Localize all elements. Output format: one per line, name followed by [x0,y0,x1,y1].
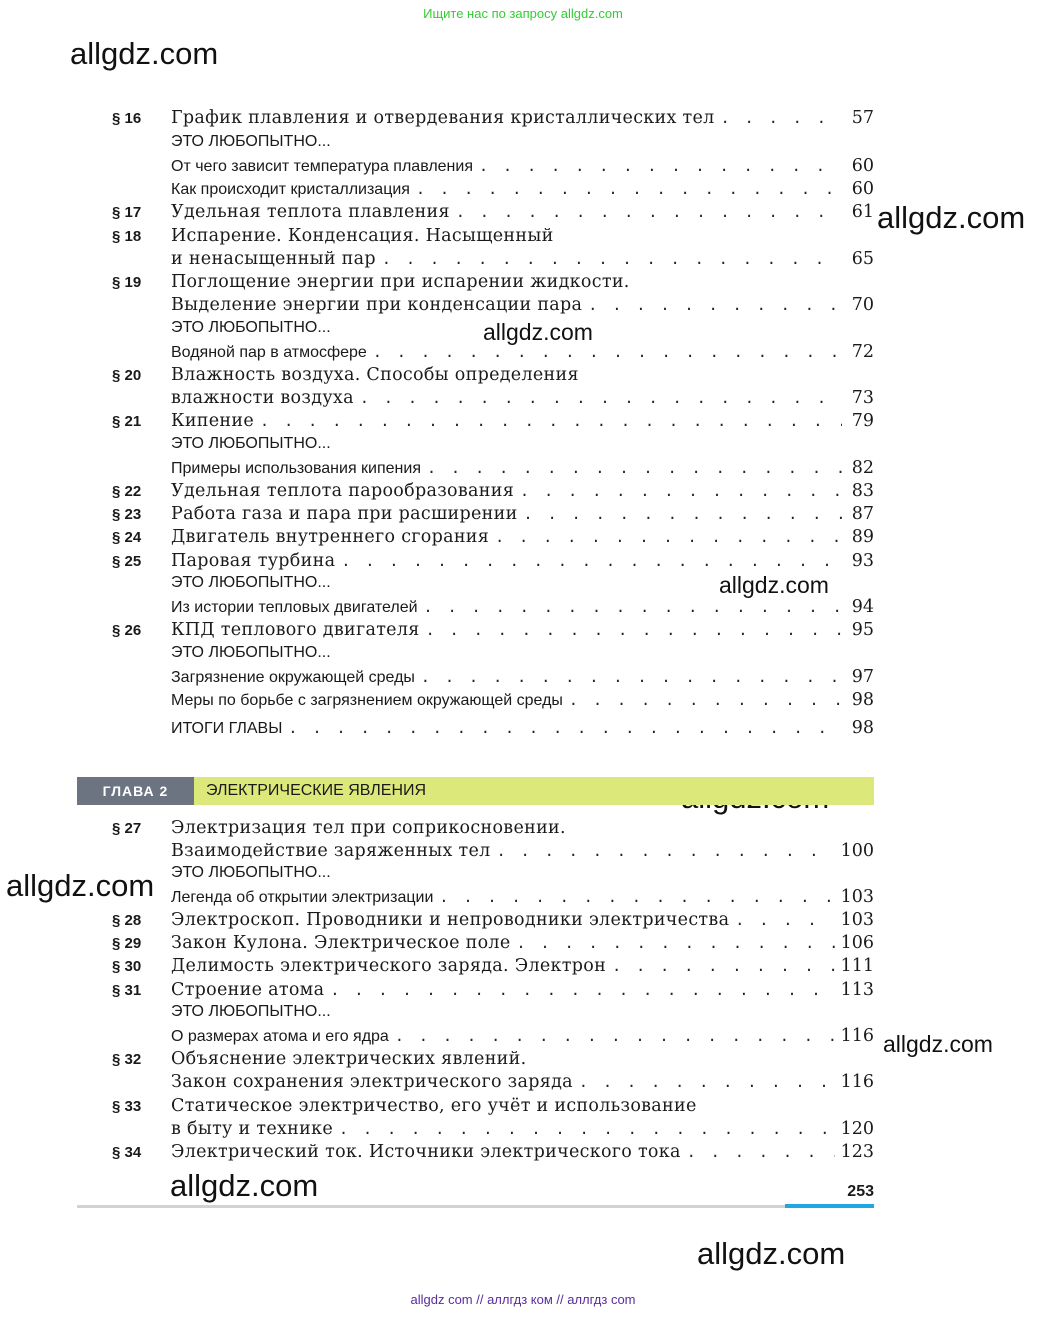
toc-entry [112,956,874,979]
entry-title: Закон сохранения электрического заряда [171,1072,573,1092]
entry-page: 113 [840,980,874,1000]
toc-entry [112,295,874,318]
dot-leader [439,888,834,906]
toc-entry [112,980,874,1003]
toc-entry [112,864,874,887]
entry-page: 79 [851,411,874,431]
dot-leader [456,203,842,221]
entry-page: 100 [840,841,874,861]
toc-entry [112,319,874,342]
toc-entry [112,644,874,667]
section-number: § 19 [112,274,142,291]
toc-entry [112,133,874,156]
entry-title: ЭТО ЛЮБОПЫТНО... [171,435,331,452]
entry-title: Меры по борьбе с загрязнением окружающей среды [171,692,563,709]
dot-leader [260,412,842,430]
toc-entry [112,718,874,741]
chapter-number: ГЛАВА 2 [77,777,194,805]
entry-title: Паровая турбина [171,551,336,571]
entry-title: От чего зависит температура плавления [171,158,473,175]
entry-title: Строение атома [171,980,325,1000]
toc-entry [112,481,874,504]
dot-leader [424,598,842,616]
dot-leader [579,1073,835,1091]
dot-leader [524,505,842,523]
entry-page: 116 [840,1072,874,1092]
dot-leader [612,957,835,975]
toc-entry [112,411,874,434]
entry-page: 106 [840,933,874,953]
entry-page: 72 [851,342,874,362]
toc-entry [112,1119,874,1142]
watermark: allgdz.com [70,36,219,71]
dot-leader [382,250,842,268]
entry-title: Статическое электричество, его учёт и использование [171,1096,697,1116]
toc-entry [112,667,874,690]
page-number: 253 [847,1183,874,1200]
toc-entry [112,249,874,272]
dot-leader [426,621,842,639]
entry-page: 94 [851,597,874,617]
toc-entry [112,1072,874,1095]
entry-page: 93 [851,551,874,571]
entry-page: 65 [851,249,874,269]
toc-entry [112,1026,874,1049]
dot-leader [427,459,842,477]
entry-title: ЭТО ЛЮБОПЫТНО... [171,864,331,881]
watermark: allgdz.com [170,1168,319,1203]
section-number: § 22 [112,483,142,500]
toc-entry [112,597,874,620]
dot-leader [288,719,842,737]
entry-title: Взаимодействие заряженных тел [171,841,491,861]
toc-entry [112,272,874,295]
watermark: allgdz.com [877,200,1026,235]
entry-page: 103 [840,887,874,907]
toc-entry [112,156,874,179]
section-number: § 25 [112,553,142,570]
entry-title: ИТОГИ ГЛАВЫ [171,720,283,737]
section-number: § 34 [112,1144,142,1161]
section-number: § 28 [112,912,142,929]
dot-leader [517,934,835,952]
dot-leader [360,389,842,407]
toc-entry [112,1003,874,1026]
entry-title: Испарение. Конденсация. Насыщенный [171,226,554,246]
dot-leader [735,911,834,929]
entry-title: ЭТО ЛЮБОПЫТНО... [171,1003,331,1020]
entry-title: КПД теплового двигателя [171,620,420,640]
toc-entry [112,527,874,550]
entry-title: Как происходит кристаллизация [171,181,410,198]
dot-leader [721,109,842,127]
dot-leader [687,1143,835,1161]
watermark: allgdz.com [483,319,593,345]
section-number: § 33 [112,1098,142,1115]
entry-page: 98 [851,690,874,710]
entry-page: 103 [840,910,874,930]
footer-accent [785,1204,874,1208]
toc-entry [112,933,874,956]
entry-title: Выделение энергии при конденсации пара [171,295,583,315]
footer-note: allgdz com // аллгдз ком // аллгдз com [410,1292,636,1307]
toc-entry [112,1142,874,1165]
entry-page: 70 [851,295,874,315]
dot-leader [479,157,842,175]
dot-leader [421,668,842,686]
watermark: allgdz.com [6,868,155,903]
toc-entry [112,458,874,481]
entry-title: Объяснение электрических явлений. [171,1049,527,1069]
section-number: § 20 [112,367,142,384]
dot-leader [588,296,842,314]
entry-title: Водяной пар в атмосфере [171,344,367,361]
watermark: allgdz.com [697,1236,846,1271]
dot-leader [497,842,835,860]
toc-entry [112,818,874,841]
entry-page: 116 [840,1026,874,1046]
section-number: § 31 [112,982,142,999]
entry-title: влажности воздуха [171,388,354,408]
toc-entry [112,202,874,225]
section-number: § 18 [112,228,142,245]
entry-page: 87 [851,504,874,524]
toc-entry [112,574,874,597]
entry-title: О размерах атома и его ядра [171,1028,389,1045]
entry-page: 123 [840,1142,874,1162]
dot-leader [395,1027,835,1045]
entry-title: ЭТО ЛЮБОПЫТНО... [171,319,331,336]
section-number: § 17 [112,204,142,221]
entry-title: Поглощение энергии при испарении жидкости. [171,272,630,292]
section-number: § 32 [112,1051,142,1068]
section-number: § 27 [112,820,142,837]
entry-title: Электризация тел при соприкосновении. [171,818,566,838]
toc-entry [112,504,874,527]
toc-entry [112,342,874,365]
entry-title: Работа газа и пара при расширении [171,504,518,524]
toc-entry [112,1096,874,1119]
header-note: Ищите нас по запросу allgdz.com [423,6,623,21]
toc-entry [112,388,874,411]
entry-title: Делимость электрического заряда. Электрон [171,956,607,976]
entry-page: 82 [851,458,874,478]
toc-entry [112,551,874,574]
entry-title: Закон Кулона. Электрическое поле [171,933,511,953]
dot-leader [373,343,842,361]
entry-title: ЭТО ЛЮБОПЫТНО... [171,133,331,150]
toc-entry [112,690,874,713]
watermark: allgdz.com [883,1031,993,1057]
entry-title: Удельная теплота плавления [171,202,450,222]
entry-page: 60 [851,156,874,176]
dot-leader [569,691,842,709]
entry-title: Загрязнение окружающей среды [171,669,415,686]
entry-page: 98 [851,718,874,738]
entry-title: Влажность воздуха. Способы определения [171,365,579,385]
section-number: § 26 [112,622,142,639]
toc-entry [112,179,874,202]
entry-title: в быту и технике [171,1119,333,1139]
toc-entry [112,226,874,249]
section-number: § 29 [112,935,142,952]
toc-entry [112,620,874,643]
toc-entry [112,1049,874,1072]
entry-title: Примеры использования кипения [171,460,421,477]
entry-title: ЭТО ЛЮБОПЫТНО... [171,574,331,591]
dot-leader [339,1120,835,1138]
entry-title: Электроскоп. Проводники и непроводники электричества [171,910,730,930]
dot-leader [520,482,842,500]
entry-page: 120 [840,1119,874,1139]
entry-page: 57 [851,108,874,128]
toc-entry [112,108,874,131]
entry-page: 97 [851,667,874,687]
entry-title: Двигатель внутреннего сгорания [171,527,490,547]
entry-title: Легенда об открытии электризации [171,889,434,906]
section-number: § 24 [112,529,142,546]
dot-leader [495,528,842,546]
entry-page: 73 [851,388,874,408]
chapter-title: ЭЛЕКТРИЧЕСКИЕ ЯВЛЕНИЯ [194,777,874,805]
entry-title: ЭТО ЛЮБОПЫТНО... [171,644,331,661]
toc-entry [112,910,874,933]
section-number: § 21 [112,413,142,430]
footer-rule [77,1205,785,1208]
dot-leader [416,180,842,198]
entry-title: и ненасыщенный пар [171,249,376,269]
entry-title: Из истории тепловых двигателей [171,599,418,616]
section-number: § 30 [112,958,142,975]
entry-title: Кипение [171,411,255,431]
entry-page: 95 [851,620,874,640]
toc-entry [112,841,874,864]
entry-page: 61 [851,202,874,222]
toc-entry [112,435,874,458]
entry-page: 111 [840,956,874,976]
section-number: § 16 [112,110,142,127]
toc-entry [112,887,874,910]
dot-leader [341,552,842,570]
entry-page: 89 [851,527,874,547]
dot-leader [330,981,834,999]
chapter-header [77,777,874,805]
toc-entry [112,365,874,388]
entry-title: График плавления и отвердевания кристаллических тел [171,108,715,128]
watermark: allgdz.com [719,572,829,598]
entry-page: 83 [851,481,874,501]
entry-page: 60 [851,179,874,199]
section-number: § 23 [112,506,142,523]
entry-title: Удельная теплота парообразования [171,481,515,501]
entry-title: Электрический ток. Источники электрического тока [171,1142,681,1162]
